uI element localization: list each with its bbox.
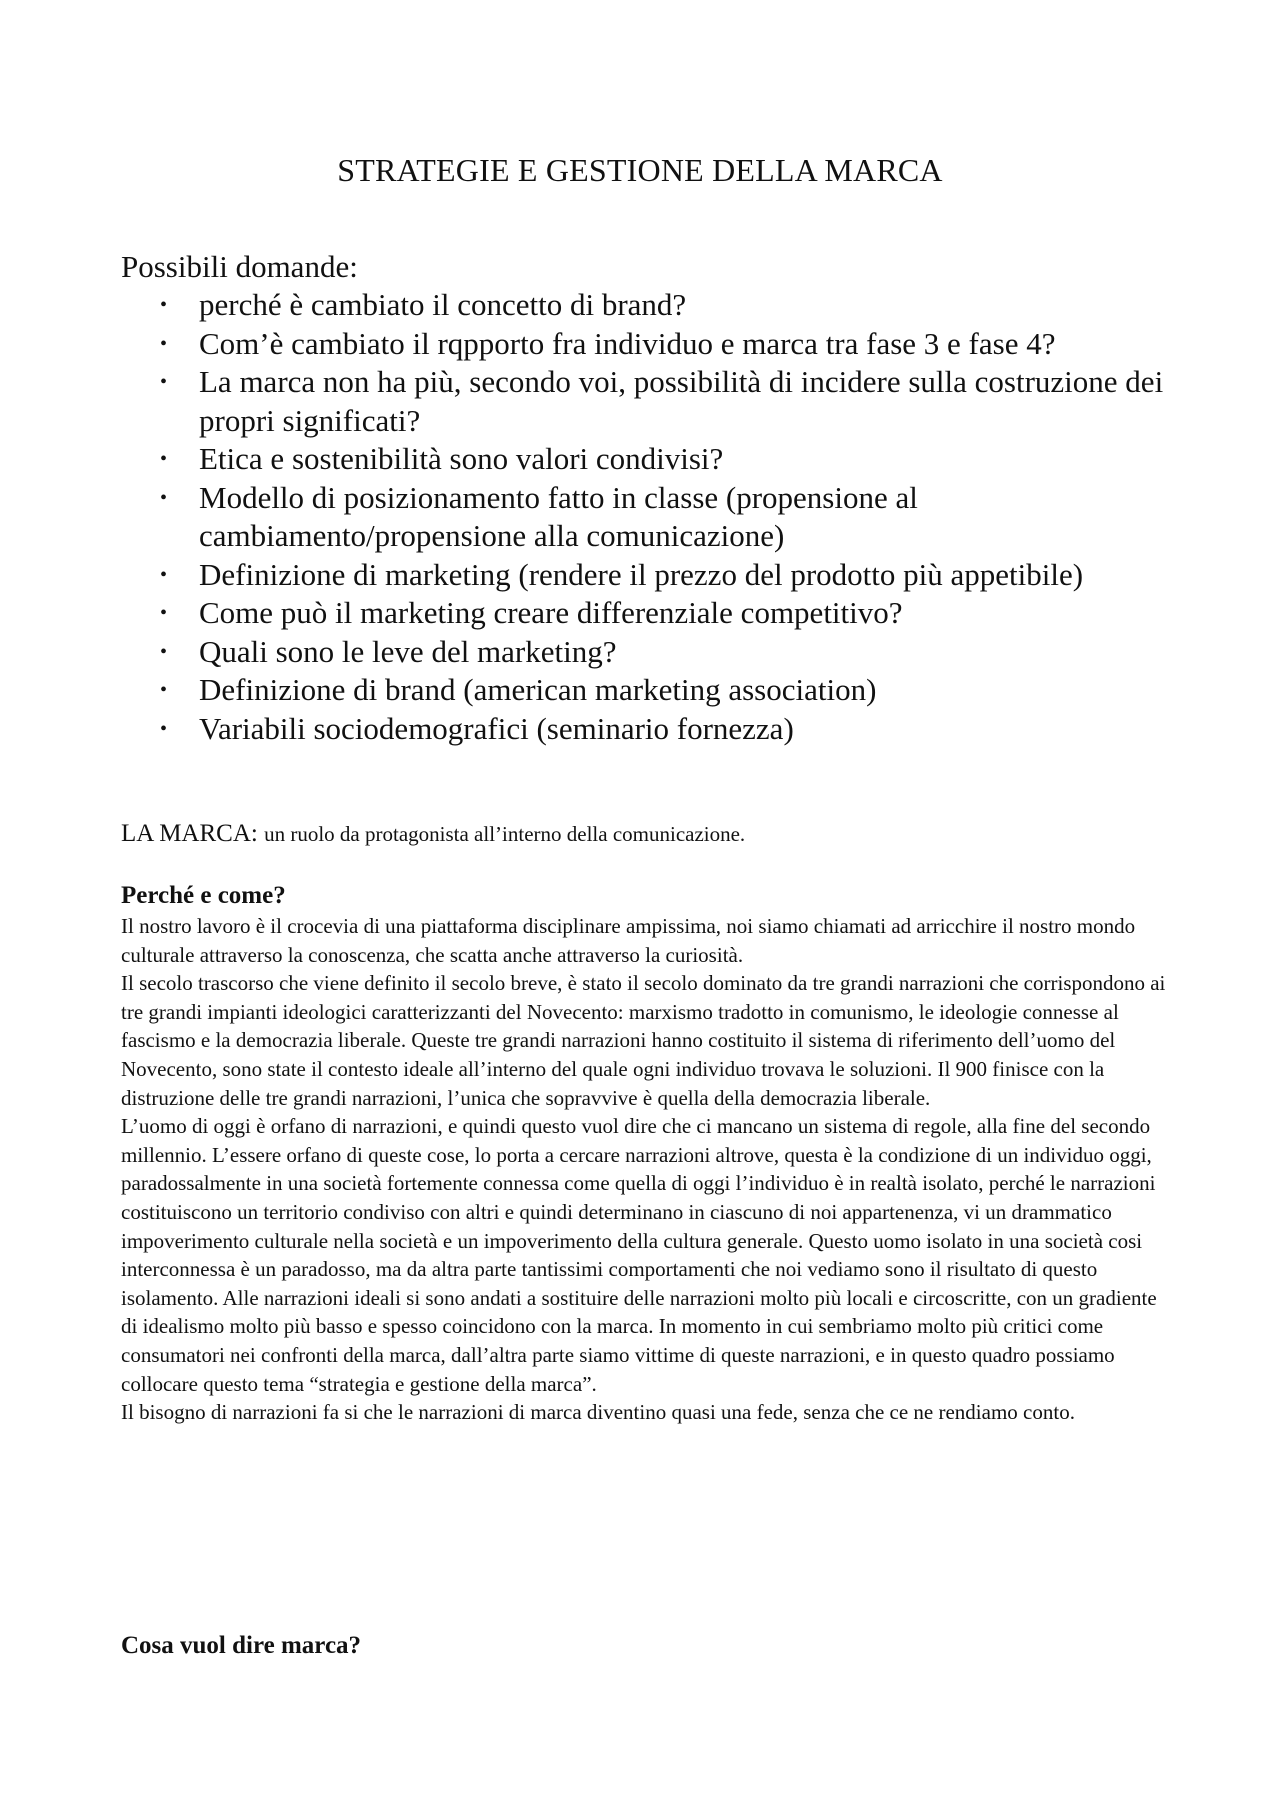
list-item: [121, 363, 1181, 440]
bullet-icon: •: [160, 679, 168, 701]
question-text: Quali sono le leve del marketing?: [199, 633, 617, 669]
questions-list: [121, 286, 1181, 748]
question-text: Definizione di brand (american marketing association): [199, 672, 877, 707]
bullet-icon: •: [160, 371, 168, 393]
list-item: [121, 440, 1181, 479]
question-text: perché è cambiato il concetto di brand?: [199, 287, 687, 322]
bullet-icon: •: [160, 486, 168, 509]
question-text: Etica e sostenibilità sono valori condivisi?: [199, 441, 724, 476]
list-item: [121, 633, 1181, 672]
questions-heading: Possibili domande:: [121, 249, 358, 284]
list-item: [121, 710, 1181, 749]
question-text: Com’è cambiato il rqpporto fra individuo e marca tra fase 3 e fase 4?: [199, 325, 1056, 361]
question-text: Variabili sociodemografici (seminario fornezza): [199, 710, 794, 746]
bullet-icon: •: [160, 294, 168, 316]
bullet-icon: •: [160, 602, 168, 624]
bullet-icon: •: [160, 332, 168, 355]
bullet-icon: •: [160, 448, 168, 470]
paragraph: Il bisogno di narrazioni fa si che le narrazioni di marca diventino quasi una fede, senza che ce ne rendiamo conto.: [121, 1400, 1075, 1425]
section-heading-perche: Perché e come?: [121, 882, 286, 909]
paragraph: L’uomo di oggi è orfano di narrazioni, e quindi questo vuol dire che ci mancano un sistema di regole, alla fine del secondo millennio. L’essere orfano di queste cose, lo porta a cercare narrazioni altrove, questa è la condizione di un individuo oggi, paradossalmente in una società fortemente connessa come quella di oggi l’individuo è in realtà isolato, perché le narrazioni costituiscono un territorio condiviso con altri e quindi determinano in ciascuno di noi appartenenza, vi un drammatico impoverimento culturale nella società e un impoverimento della cultura generale. Questo uomo isolato in una società cosi interconnessa è un paradosso, ma da altra parte tantissimi comportamenti che noi vediamo sono il risultato di questo isolamento. Alle narrazioni ideali si sono andati a sostituire delle narrazioni molto più locali e circoscritte, con un gradiente di idealismo molto più basso e spesso coincidono con la marca. In momento in cui sembriamo molto più critici come consumatori nei confronti della marca, dall’altra parte siamo vittime di queste narrazioni, e in questo quadro possiamo collocare questo tema “strategia e gestione della marca”.: [121, 1114, 1157, 1396]
question-text: La marca non ha più, secondo voi, possibilità di incidere sulla costruzione dei propri significati?: [199, 364, 1164, 438]
marca-line: [121, 818, 745, 850]
question-text: Definizione di marketing (rendere il prezzo del prodotto più appetibile): [199, 556, 1084, 592]
list-item: [121, 671, 1181, 710]
list-item: [121, 286, 1181, 325]
bullet-icon: •: [160, 717, 168, 740]
list-item: [121, 479, 1181, 556]
list-item: [121, 594, 1181, 633]
list-item: [121, 556, 1181, 595]
question-text: Modello di posizionamento fatto in classe (propensione al cambiamento/propensione alla comunicazione): [199, 479, 918, 553]
marca-text: un ruolo da protagonista all’interno della comunicazione.: [264, 822, 746, 846]
bullet-icon: •: [160, 563, 168, 586]
document-title: STRATEGIE E GESTIONE DELLA MARCA: [337, 152, 943, 188]
bullet-icon: •: [160, 640, 168, 663]
section-heading-marca: Cosa vuol dire marca?: [121, 1632, 362, 1659]
section-body: [121, 912, 1171, 1427]
marca-label: LA MARCA:: [121, 820, 258, 847]
paragraph: Il secolo trascorso che viene definito il secolo breve, è stato il secolo dominato da tre grandi narrazioni che corrispondono ai tre grandi impianti ideologici caratterizzanti del Novecento: marxismo tradotto in comunismo, le ideologie connesse al fascismo e la democrazia liberale. Queste tre grandi narrazioni hanno costituito il sistema di riferimento dell’uomo del Novecento, sono state il contesto ideale all’interno del quale ogni individuo trovava le soluzioni. Il 900 finisce con la distruzione delle tre grandi narrazioni, l’unica che sopravvive è quella della democrazia liberale.: [121, 971, 1166, 1110]
list-item: [121, 325, 1181, 364]
paragraph: Il nostro lavoro è il crocevia di una piattaforma disciplinare ampissima, noi siamo chiamati ad arricchire il nostro mondo culturale attraverso la conoscenza, che scatta anche attraverso la curiosità.: [121, 914, 1136, 967]
question-text: Come può il marketing creare differenziale competitivo?: [199, 595, 903, 630]
